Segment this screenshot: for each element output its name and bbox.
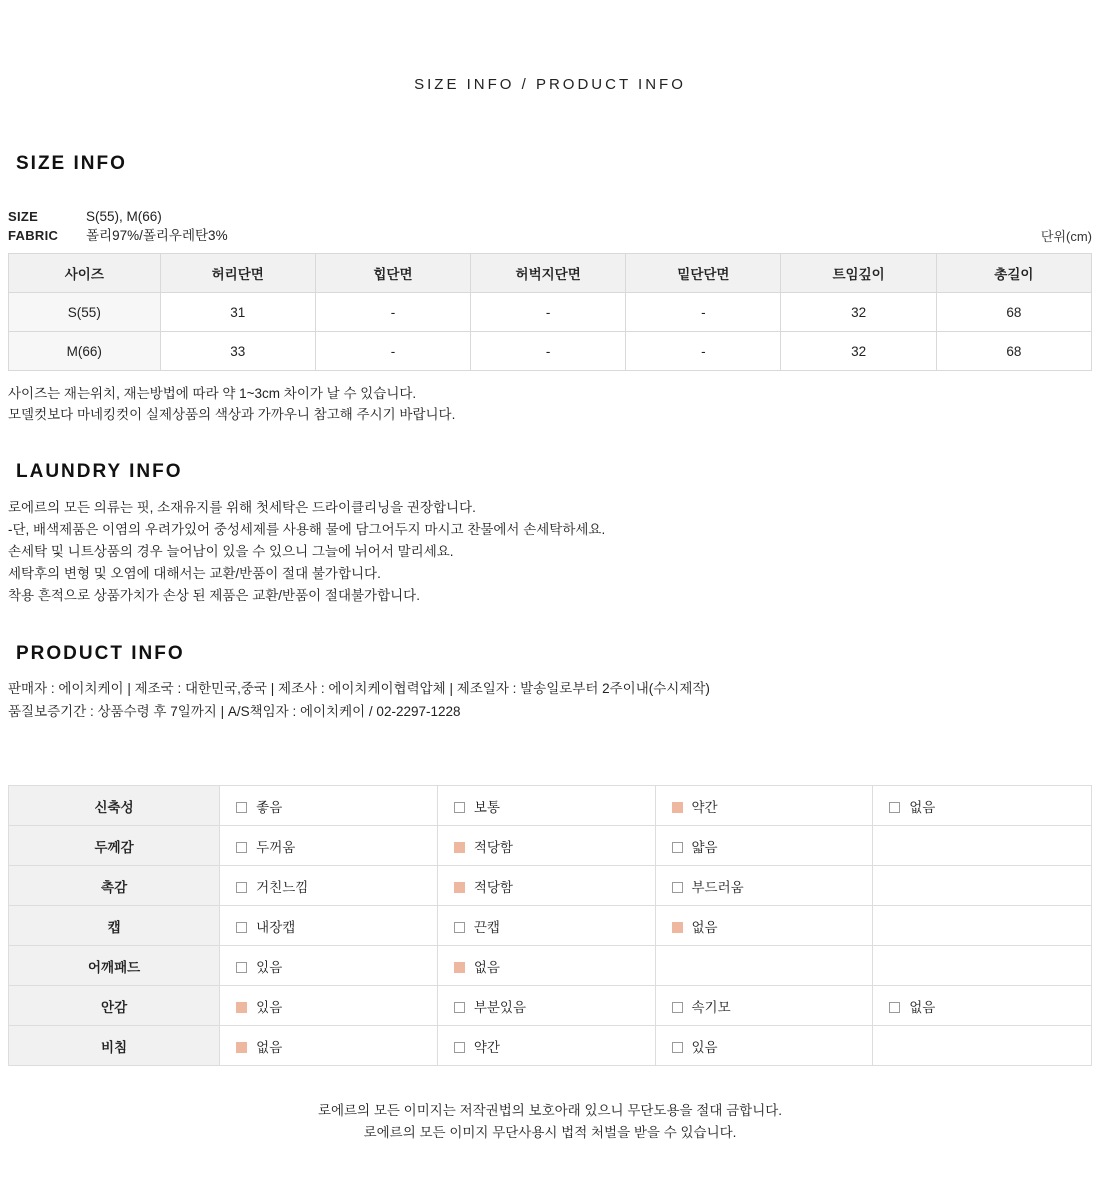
- size-r1-c2: -: [315, 332, 470, 371]
- attribute-option-label: 적당함: [473, 879, 513, 895]
- attribute-option-label: 얇음: [691, 839, 718, 855]
- checkbox-icon[interactable]: [236, 962, 247, 973]
- checkbox-icon[interactable]: [236, 802, 247, 813]
- attribute-name: 어깨패드: [9, 946, 220, 986]
- size-col-6: 총길이: [936, 254, 1091, 293]
- size-r1-c6: 68: [936, 332, 1091, 371]
- size-table-header-row: [9, 254, 1092, 293]
- attribute-option-label: 없음: [256, 1039, 283, 1055]
- attribute-option-label: 약간: [473, 1039, 500, 1055]
- attribute-option[interactable]: [220, 906, 438, 946]
- attribute-option[interactable]: [220, 946, 438, 986]
- size-col-2: 힙단면: [315, 254, 470, 293]
- meta-row-size: [8, 207, 1092, 226]
- attribute-option[interactable]: [655, 1026, 873, 1066]
- size-r0-c3: -: [471, 293, 626, 332]
- content-area: [0, 153, 1100, 1066]
- size-r0-c2: -: [315, 293, 470, 332]
- size-table: [8, 253, 1092, 371]
- attribute-option[interactable]: [220, 1026, 438, 1066]
- table-row: [9, 826, 1092, 866]
- attribute-option-empty: [873, 826, 1092, 866]
- attribute-option[interactable]: [655, 906, 873, 946]
- size-r0-c6: 68: [936, 293, 1091, 332]
- attribute-option-label: 속기모: [691, 999, 731, 1015]
- size-info-heading: SIZE INFO: [16, 153, 127, 174]
- checkbox-icon[interactable]: [672, 1002, 683, 1013]
- attribute-option-label: 거친느낌: [256, 879, 309, 895]
- size-note-line: 사이즈는 재는위치, 재는방법에 따라 약 1~3cm 차이가 날 수 있습니다.: [8, 386, 417, 401]
- size-r0-c5: 32: [781, 293, 936, 332]
- checkbox-checked-icon[interactable]: [236, 1002, 247, 1013]
- attribute-option[interactable]: [873, 986, 1092, 1026]
- attribute-option-label: 있음: [256, 959, 283, 975]
- size-col-3: 허벅지단면: [471, 254, 626, 293]
- size-r1-c0: M(66): [9, 332, 161, 371]
- attribute-option[interactable]: [437, 826, 655, 866]
- checkbox-icon[interactable]: [236, 922, 247, 933]
- attribute-option-label: 보통: [473, 799, 500, 815]
- laundry-info-heading: LAUNDRY INFO: [16, 461, 183, 482]
- attribute-name: 신축성: [9, 786, 220, 826]
- table-row: [9, 786, 1092, 826]
- attribute-option-label: 없음: [691, 919, 718, 935]
- attribute-option-empty: [873, 946, 1092, 986]
- attribute-option-label: 없음: [909, 999, 936, 1015]
- attribute-option-label: 부분있음: [473, 999, 527, 1015]
- attribute-name: 안감: [9, 986, 220, 1026]
- table-row: [9, 986, 1092, 1026]
- attribute-option[interactable]: [220, 866, 438, 906]
- attribute-option[interactable]: [655, 786, 873, 826]
- laundry-line: 로에르의 모든 의류는 핏, 소재유지를 위해 첫세탁은 드라이클리닝을 권장합니다.: [8, 500, 476, 515]
- meta-label-size: SIZE: [8, 209, 39, 224]
- size-notes: [8, 383, 1092, 425]
- size-info-meta: [8, 207, 1092, 245]
- attribute-option-empty: [655, 946, 873, 986]
- laundry-info-section: [8, 461, 1092, 607]
- attribute-option[interactable]: [437, 906, 655, 946]
- attribute-option-label: 끈캡: [473, 919, 500, 935]
- attribute-option-empty: [873, 1026, 1092, 1066]
- checkbox-icon[interactable]: [236, 842, 247, 853]
- attribute-name: 두께감: [9, 826, 220, 866]
- checkbox-icon[interactable]: [672, 882, 683, 893]
- attribute-option-empty: [873, 906, 1092, 946]
- attribute-option[interactable]: [220, 826, 438, 866]
- size-col-1: 허리단면: [160, 254, 315, 293]
- attribute-option-label: 적당함: [473, 839, 513, 855]
- product-info-heading: PRODUCT INFO: [16, 643, 185, 664]
- size-col-4: 밑단단면: [626, 254, 781, 293]
- laundry-line: 착용 흔적으로 상품가치가 손상 된 제품은 교환/반품이 절대불가합니다.: [8, 588, 420, 603]
- attribute-name: 비침: [9, 1026, 220, 1066]
- checkbox-checked-icon[interactable]: [454, 882, 465, 893]
- checkbox-checked-icon[interactable]: [454, 842, 465, 853]
- laundry-line: 손세탁 및 니트상품의 경우 늘어남이 있을 수 있으니 그늘에 뉘어서 말리세요.: [8, 544, 454, 559]
- checkbox-icon[interactable]: [454, 1002, 465, 1013]
- table-row: [9, 293, 1092, 332]
- product-line: 판매자 : 에이치케이 | 제조국 : 대한민국,중국 | 제조사 : 에이치케이협력압체 | 제조일자 : 발송일로부터 2주이내(수시제작): [8, 681, 710, 696]
- table-row: [9, 332, 1092, 371]
- laundry-line: -단, 배색제품은 이염의 우려가있어 중성세제를 사용해 물에 담그어두지 마시고 찬물에서 손세탁하세요.: [8, 522, 606, 537]
- attribute-option[interactable]: [437, 866, 655, 906]
- attribute-option[interactable]: [437, 986, 655, 1026]
- meta-value-size: S(55), M(66): [86, 209, 162, 224]
- meta-value-fabric: 폴리97%/폴리우레탄3%: [86, 228, 228, 243]
- size-col-0: 사이즈: [9, 254, 161, 293]
- checkbox-icon[interactable]: [236, 882, 247, 893]
- product-info-section: [8, 643, 1092, 723]
- checkbox-icon[interactable]: [454, 802, 465, 813]
- attribute-option[interactable]: [220, 786, 438, 826]
- size-r1-c1: 33: [160, 332, 315, 371]
- size-r0-c0: S(55): [9, 293, 161, 332]
- unit-note: 단위(cm): [1040, 229, 1092, 244]
- attribute-option-label: 부드러움: [691, 879, 744, 895]
- laundry-lines: [8, 497, 1092, 607]
- size-r0-c1: 31: [160, 293, 315, 332]
- attribute-option-label: 없음: [909, 799, 936, 815]
- table-row: [9, 866, 1092, 906]
- footer-line: 로에르의 모든 이미지 무단사용시 법적 처벌을 받을 수 있습니다.: [363, 1125, 737, 1140]
- attribute-option[interactable]: [437, 946, 655, 986]
- attribute-option[interactable]: [655, 986, 873, 1026]
- table-row: [9, 946, 1092, 986]
- attribute-option-label: 있음: [691, 1039, 718, 1055]
- size-r1-c4: -: [626, 332, 781, 371]
- size-r1-c5: 32: [781, 332, 936, 371]
- table-row: [9, 906, 1092, 946]
- size-info-section: [8, 153, 1092, 425]
- checkbox-checked-icon[interactable]: [454, 962, 465, 973]
- table-row: [9, 1026, 1092, 1066]
- attribute-option-label: 있음: [256, 999, 283, 1015]
- laundry-line: 세탁후의 변형 및 오염에 대해서는 교환/반품이 절대 불가합니다.: [8, 566, 381, 581]
- checkbox-icon[interactable]: [672, 1042, 683, 1053]
- attribute-option-label: 없음: [473, 959, 500, 975]
- checkbox-checked-icon[interactable]: [236, 1042, 247, 1053]
- checkbox-icon[interactable]: [454, 922, 465, 933]
- checkbox-icon[interactable]: [889, 1002, 900, 1013]
- checkbox-icon[interactable]: [889, 802, 900, 813]
- attribute-option[interactable]: [437, 786, 655, 826]
- attribute-option-label: 약간: [691, 799, 718, 815]
- size-r0-c4: -: [626, 293, 781, 332]
- attribute-table-body: [9, 786, 1092, 1066]
- attribute-table: [8, 785, 1092, 1066]
- page-title: SIZE INFO / PRODUCT INFO: [414, 76, 686, 93]
- attribute-option-label: 두꺼움: [256, 839, 296, 855]
- attribute-option[interactable]: [655, 866, 873, 906]
- attribute-option[interactable]: [655, 826, 873, 866]
- attribute-option[interactable]: [220, 986, 438, 1026]
- checkbox-checked-icon[interactable]: [672, 922, 683, 933]
- product-lines: [8, 677, 1092, 723]
- attribute-name: 캡: [9, 906, 220, 946]
- attribute-option-label: 내장캡: [256, 919, 296, 935]
- size-col-5: 트임깊이: [781, 254, 936, 293]
- attribute-name: 촉감: [9, 866, 220, 906]
- size-note-line: 모델컷보다 마네킹컷이 실제상품의 색상과 가까우니 참고해 주시기 바랍니다.: [8, 407, 456, 422]
- product-line: 품질보증기간 : 상품수령 후 7일까지 | A/S책임자 : 에이치케이 / 02-2297-1228: [8, 704, 461, 719]
- checkbox-icon[interactable]: [454, 1042, 465, 1053]
- attribute-option[interactable]: [437, 1026, 655, 1066]
- attribute-option[interactable]: [873, 786, 1092, 826]
- copyright-footer: [0, 1100, 1100, 1184]
- checkbox-checked-icon[interactable]: [672, 802, 683, 813]
- meta-row-fabric: [8, 226, 1092, 245]
- meta-label-fabric: FABRIC: [8, 228, 59, 243]
- attribute-option-label: 좋음: [256, 799, 283, 815]
- attribute-option-empty: [873, 866, 1092, 906]
- footer-line: 로에르의 모든 이미지는 저작권법의 보호아래 있으니 무단도용을 절대 금합니다.: [317, 1103, 783, 1118]
- size-r1-c3: -: [471, 332, 626, 371]
- checkbox-icon[interactable]: [672, 842, 683, 853]
